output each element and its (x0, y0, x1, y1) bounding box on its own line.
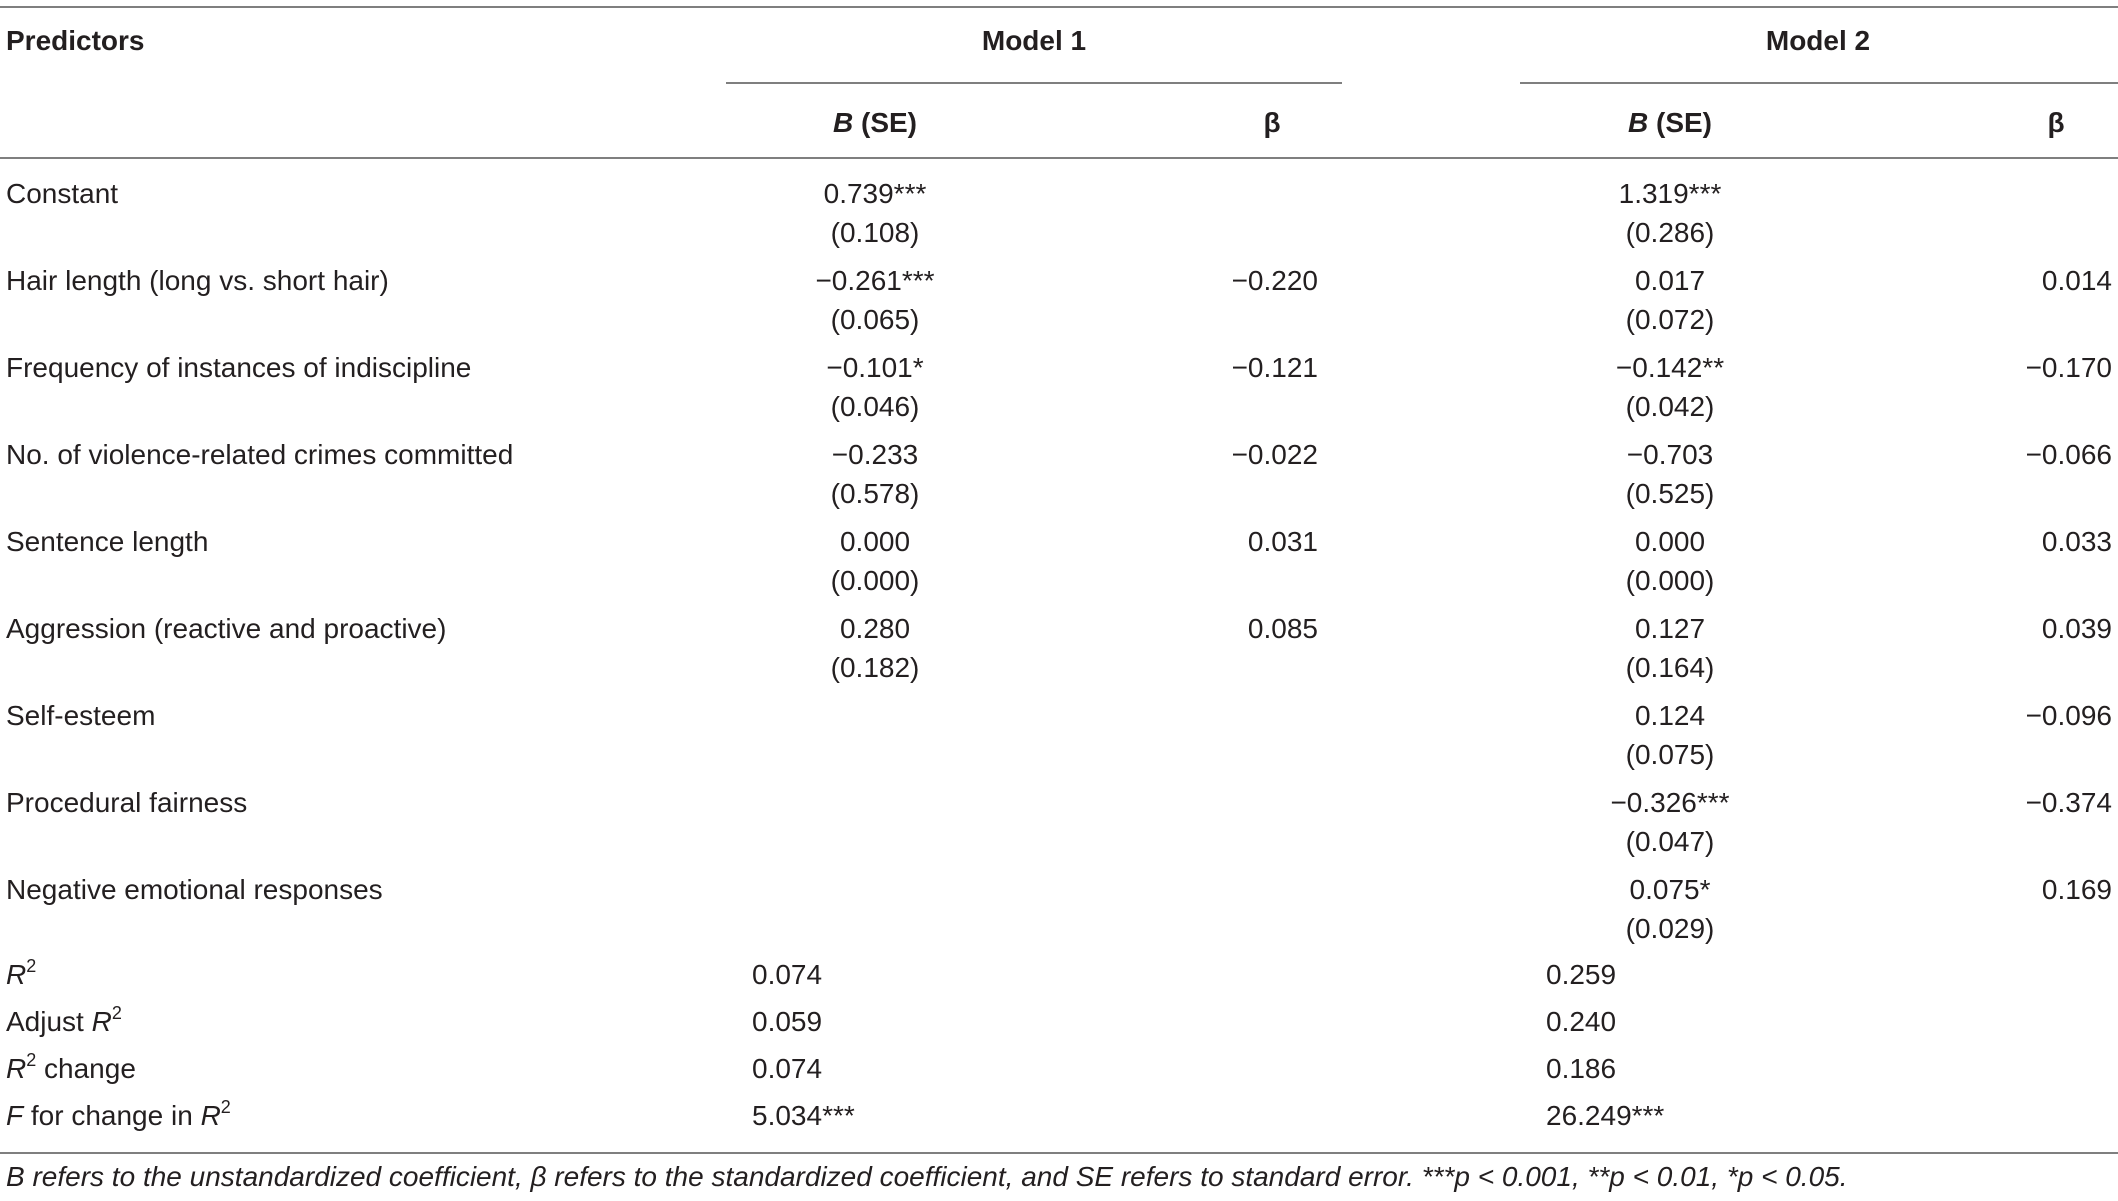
row-label: Hair length (long vs. short hair) (6, 265, 389, 296)
m2-beta-value: −0.170 (2025, 352, 2112, 383)
header-rule (0, 157, 2118, 159)
stat-change-label (6, 1049, 136, 1089)
m2-b-value: 0.124 (1634, 700, 1706, 731)
m2-se-value: (0.075) (1625, 739, 1715, 770)
m2-beta-value: 0.169 (2041, 874, 2112, 905)
m2-b-value: −0.326*** (1610, 787, 1730, 818)
change-suffix: change (36, 1053, 136, 1084)
m2-beta-value: −0.096 (2025, 700, 2112, 731)
row-label: Negative emotional responses (6, 874, 383, 905)
m1-b-value: −0.233 (831, 439, 919, 470)
header-m2-beta: β (2047, 107, 2065, 138)
m1-b-value: 0.280 (839, 613, 911, 644)
superscript: 2 (220, 1096, 231, 1117)
m2-se-value: (0.000) (1625, 565, 1715, 596)
m1-b-value: 0.739*** (823, 178, 927, 209)
m2-b-value: 0.017 (1634, 265, 1706, 296)
top-rule (0, 6, 2118, 8)
m1-b-value: 0.000 (839, 526, 911, 557)
m2-b-value: 0.000 (1634, 526, 1706, 557)
m2-b-value: 0.127 (1634, 613, 1706, 644)
f-letter: F (6, 1100, 24, 1131)
stat-r2-label (6, 955, 36, 995)
m2-beta-value: 0.039 (2041, 613, 2112, 644)
m1-se-value: (0.000) (830, 565, 920, 596)
m1-beta-value: −0.220 (1231, 265, 1318, 296)
stat-change-m2: 0.186 (1546, 1053, 1617, 1084)
header-m1-beta: β (1263, 107, 1281, 138)
model1-underline (726, 82, 1342, 84)
adj-prefix: Adjust (6, 1006, 92, 1037)
m1-beta-value: −0.121 (1231, 352, 1318, 383)
row-label: Procedural fairness (6, 787, 248, 818)
row-label: Aggression (reactive and proactive) (6, 613, 447, 644)
stat-change-m1: 0.074 (752, 1053, 823, 1084)
row-label: Sentence length (6, 526, 209, 557)
row-label: Self-esteem (6, 700, 156, 731)
row-label: No. of violence-related crimes committed (6, 439, 514, 470)
m2-b-value: −0.142** (1615, 352, 1725, 383)
header-m1-b-se (833, 103, 917, 143)
stat-f-label (6, 1096, 231, 1136)
footnote: B refers to the unstandardized coefficient, β refers to the standardized coefficient, and SE refers to standard error. ***p < 0.001, **p < 0.01, *p < 0.05. (6, 1161, 1848, 1192)
r-letter: R (6, 959, 27, 990)
row-label: Constant (6, 178, 119, 209)
m1-se-value: (0.108) (830, 217, 920, 248)
stat-f-m2: 26.249*** (1546, 1100, 1665, 1131)
m2-b-value: 1.319*** (1618, 178, 1722, 209)
header-m2-b-se (1628, 103, 1712, 143)
superscript: 2 (26, 955, 37, 976)
m1-b-value: −0.101* (826, 352, 924, 383)
superscript: 2 (26, 1049, 37, 1070)
m2-se-value: (0.047) (1625, 826, 1715, 857)
b-letter: B (832, 107, 854, 138)
m2-se-value: (0.029) (1625, 913, 1715, 944)
m1-se-value: (0.046) (830, 391, 920, 422)
m1-beta-value: 0.031 (1247, 526, 1318, 557)
stat-f-m1: 5.034*** (752, 1100, 855, 1131)
header-model1: Model 1 (981, 25, 1087, 56)
f-mid: for change in (23, 1100, 201, 1131)
m2-se-value: (0.042) (1625, 391, 1715, 422)
se-label: (SE) (861, 107, 918, 138)
m2-beta-value: −0.374 (2025, 787, 2112, 818)
stat-r2-m1: 0.074 (752, 959, 823, 990)
m2-se-value: (0.072) (1625, 304, 1715, 335)
m2-b-value: −0.703 (1626, 439, 1714, 470)
stat-adj-label (6, 1002, 122, 1042)
header-model2: Model 2 (1765, 25, 1871, 56)
header-predictors: Predictors (6, 25, 145, 56)
m2-beta-value: −0.066 (2025, 439, 2112, 470)
r-letter: R (200, 1100, 221, 1131)
m2-b-value: 0.075* (1629, 874, 1711, 905)
m2-se-value: (0.286) (1625, 217, 1715, 248)
row-label: Frequency of instances of indiscipline (6, 352, 472, 383)
b-letter: B (1627, 107, 1649, 138)
m2-beta-value: 0.014 (2041, 265, 2112, 296)
m1-se-value: (0.182) (830, 652, 920, 683)
stat-adj-m1: 0.059 (752, 1006, 823, 1037)
stat-adj-m2: 0.240 (1546, 1006, 1617, 1037)
stat-r2-m2: 0.259 (1546, 959, 1617, 990)
m1-se-value: (0.578) (830, 478, 920, 509)
m2-se-value: (0.164) (1625, 652, 1715, 683)
m2-beta-value: 0.033 (2041, 526, 2112, 557)
m1-beta-value: 0.085 (1247, 613, 1318, 644)
r-letter: R (6, 1053, 27, 1084)
m1-b-value: −0.261*** (815, 265, 935, 296)
m1-beta-value: −0.022 (1231, 439, 1318, 470)
bottom-rule (0, 1152, 2118, 1154)
superscript: 2 (111, 1002, 122, 1023)
se-label: (SE) (1656, 107, 1713, 138)
m2-se-value: (0.525) (1625, 478, 1715, 509)
m1-se-value: (0.065) (830, 304, 920, 335)
r-letter: R (91, 1006, 112, 1037)
model2-underline (1520, 82, 2118, 84)
